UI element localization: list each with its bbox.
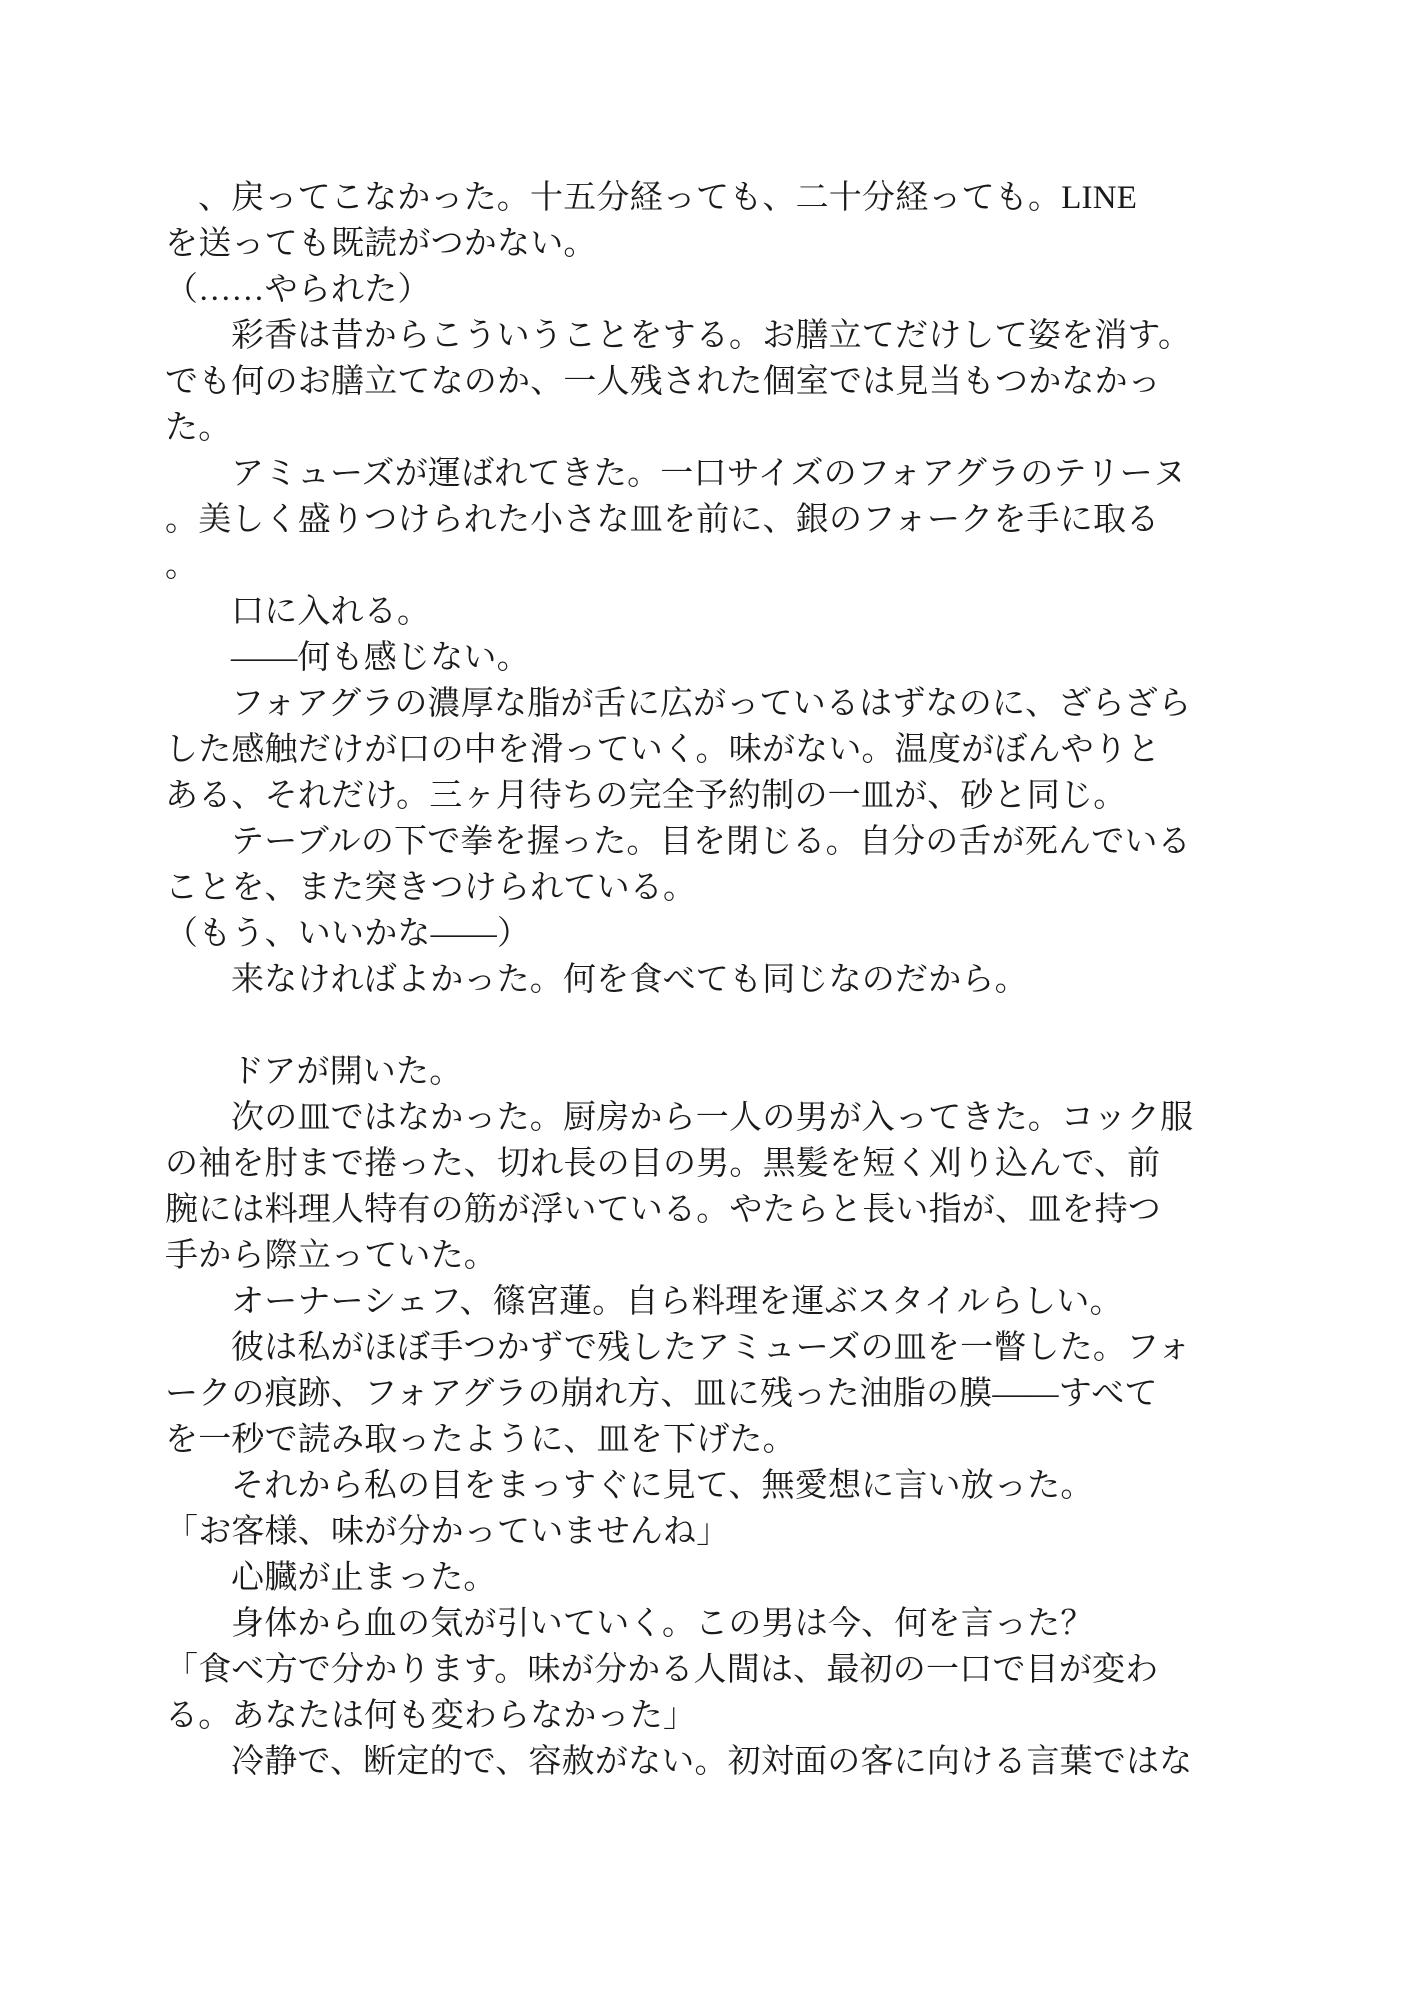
- text-line: それから私の目をまっすぐに見て、無愛想に言い放った。: [231, 1468, 1094, 1504]
- text-line: ークの痕跡、フォアグラの崩れ方、皿に残った油脂の膜——すべて: [165, 1376, 1158, 1412]
- text-line: 。: [165, 548, 199, 584]
- text-line: ドアが開いた。: [231, 1054, 463, 1090]
- text-line: 身体から血の気が引いていく。この男は今、何を言った？: [231, 1606, 1094, 1642]
- text-line: 冷静で、断定的で、容赦がない。初対面の客に向ける言葉ではな: [231, 1744, 1193, 1780]
- text-line: 手から際立っていた。: [165, 1238, 497, 1274]
- text-line: （もう、いいかな——）: [165, 916, 531, 952]
- text-line: 彩香は昔からこういうことをする。お膳立てだけして姿を消す。: [231, 318, 1192, 354]
- text-line: 。美しく盛りつけられた小さな皿を前に、銀のフォークを手に取る: [165, 502, 1160, 538]
- text-line: た。: [165, 410, 232, 446]
- text-line: フォアグラの濃厚な脂が舌に広がっているはずなのに、ざらざら: [231, 686, 1192, 722]
- text-line: でも何のお膳立てなのか、一人残された個室では見当もつかなかっ: [165, 364, 1161, 400]
- text-line: を送っても既読がつかない。: [165, 226, 597, 262]
- text-line: の袖を肘まで捲った、切れ長の目の男。黒髪を短く刈り込んで、前: [165, 1146, 1161, 1182]
- text-line: を一秒で読み取ったように、皿を下げた。: [165, 1422, 796, 1458]
- text-line: した感触だけが口の中を滑っていく。味がない。温度がぼんやりと: [165, 732, 1161, 768]
- text-line: （……やられた）: [165, 272, 431, 308]
- text-line: 、戻ってこなかった。十五分経っても、二十分経っても。LINE: [198, 180, 1138, 216]
- text-line: テーブルの下で拳を握った。目を閉じる。自分の舌が死んでいる: [231, 824, 1191, 860]
- text-line: 次の皿ではなかった。厨房から一人の男が入ってきた。コック服: [231, 1100, 1194, 1136]
- text-line: 来なければよかった。何を食べても同じなのだから。: [231, 962, 1028, 998]
- text-line: 彼は私がほぼ手つかずで残したアミューズの皿を一瞥した。フォ: [231, 1330, 1191, 1366]
- text-line: ——何も感じない。: [231, 640, 530, 676]
- text-line: 腕には料理人特有の筋が浮いている。やたらと長い指が、皿を持つ: [165, 1192, 1162, 1228]
- text-line: 「お客様、味が分かっていませんね」: [165, 1514, 730, 1550]
- text-line: ある、それだけ。三ヶ月待ちの完全予約制の一皿が、砂と同じ。: [165, 778, 1127, 814]
- text-line: 心臓が止まった。: [231, 1560, 497, 1596]
- text-line: ことを、また突きつけられている。: [165, 870, 697, 906]
- body-text-block: [165, 175, 1194, 1785]
- text-line: 「食べ方で分かります。味が分かる人間は、最初の一口で目が変わ: [165, 1652, 1159, 1688]
- text-line: る。あなたは何も変わらなかった」: [165, 1698, 697, 1734]
- blank-line: [165, 1003, 1165, 1049]
- text-line: アミューズが運ばれてきた。一口サイズのフォアグラのテリーヌ: [231, 456, 1187, 492]
- text-line: 口に入れる。: [231, 594, 431, 630]
- text-line: オーナーシェフ、篠宮蓮。自ら料理を運ぶスタイルらしい。: [231, 1284, 1123, 1320]
